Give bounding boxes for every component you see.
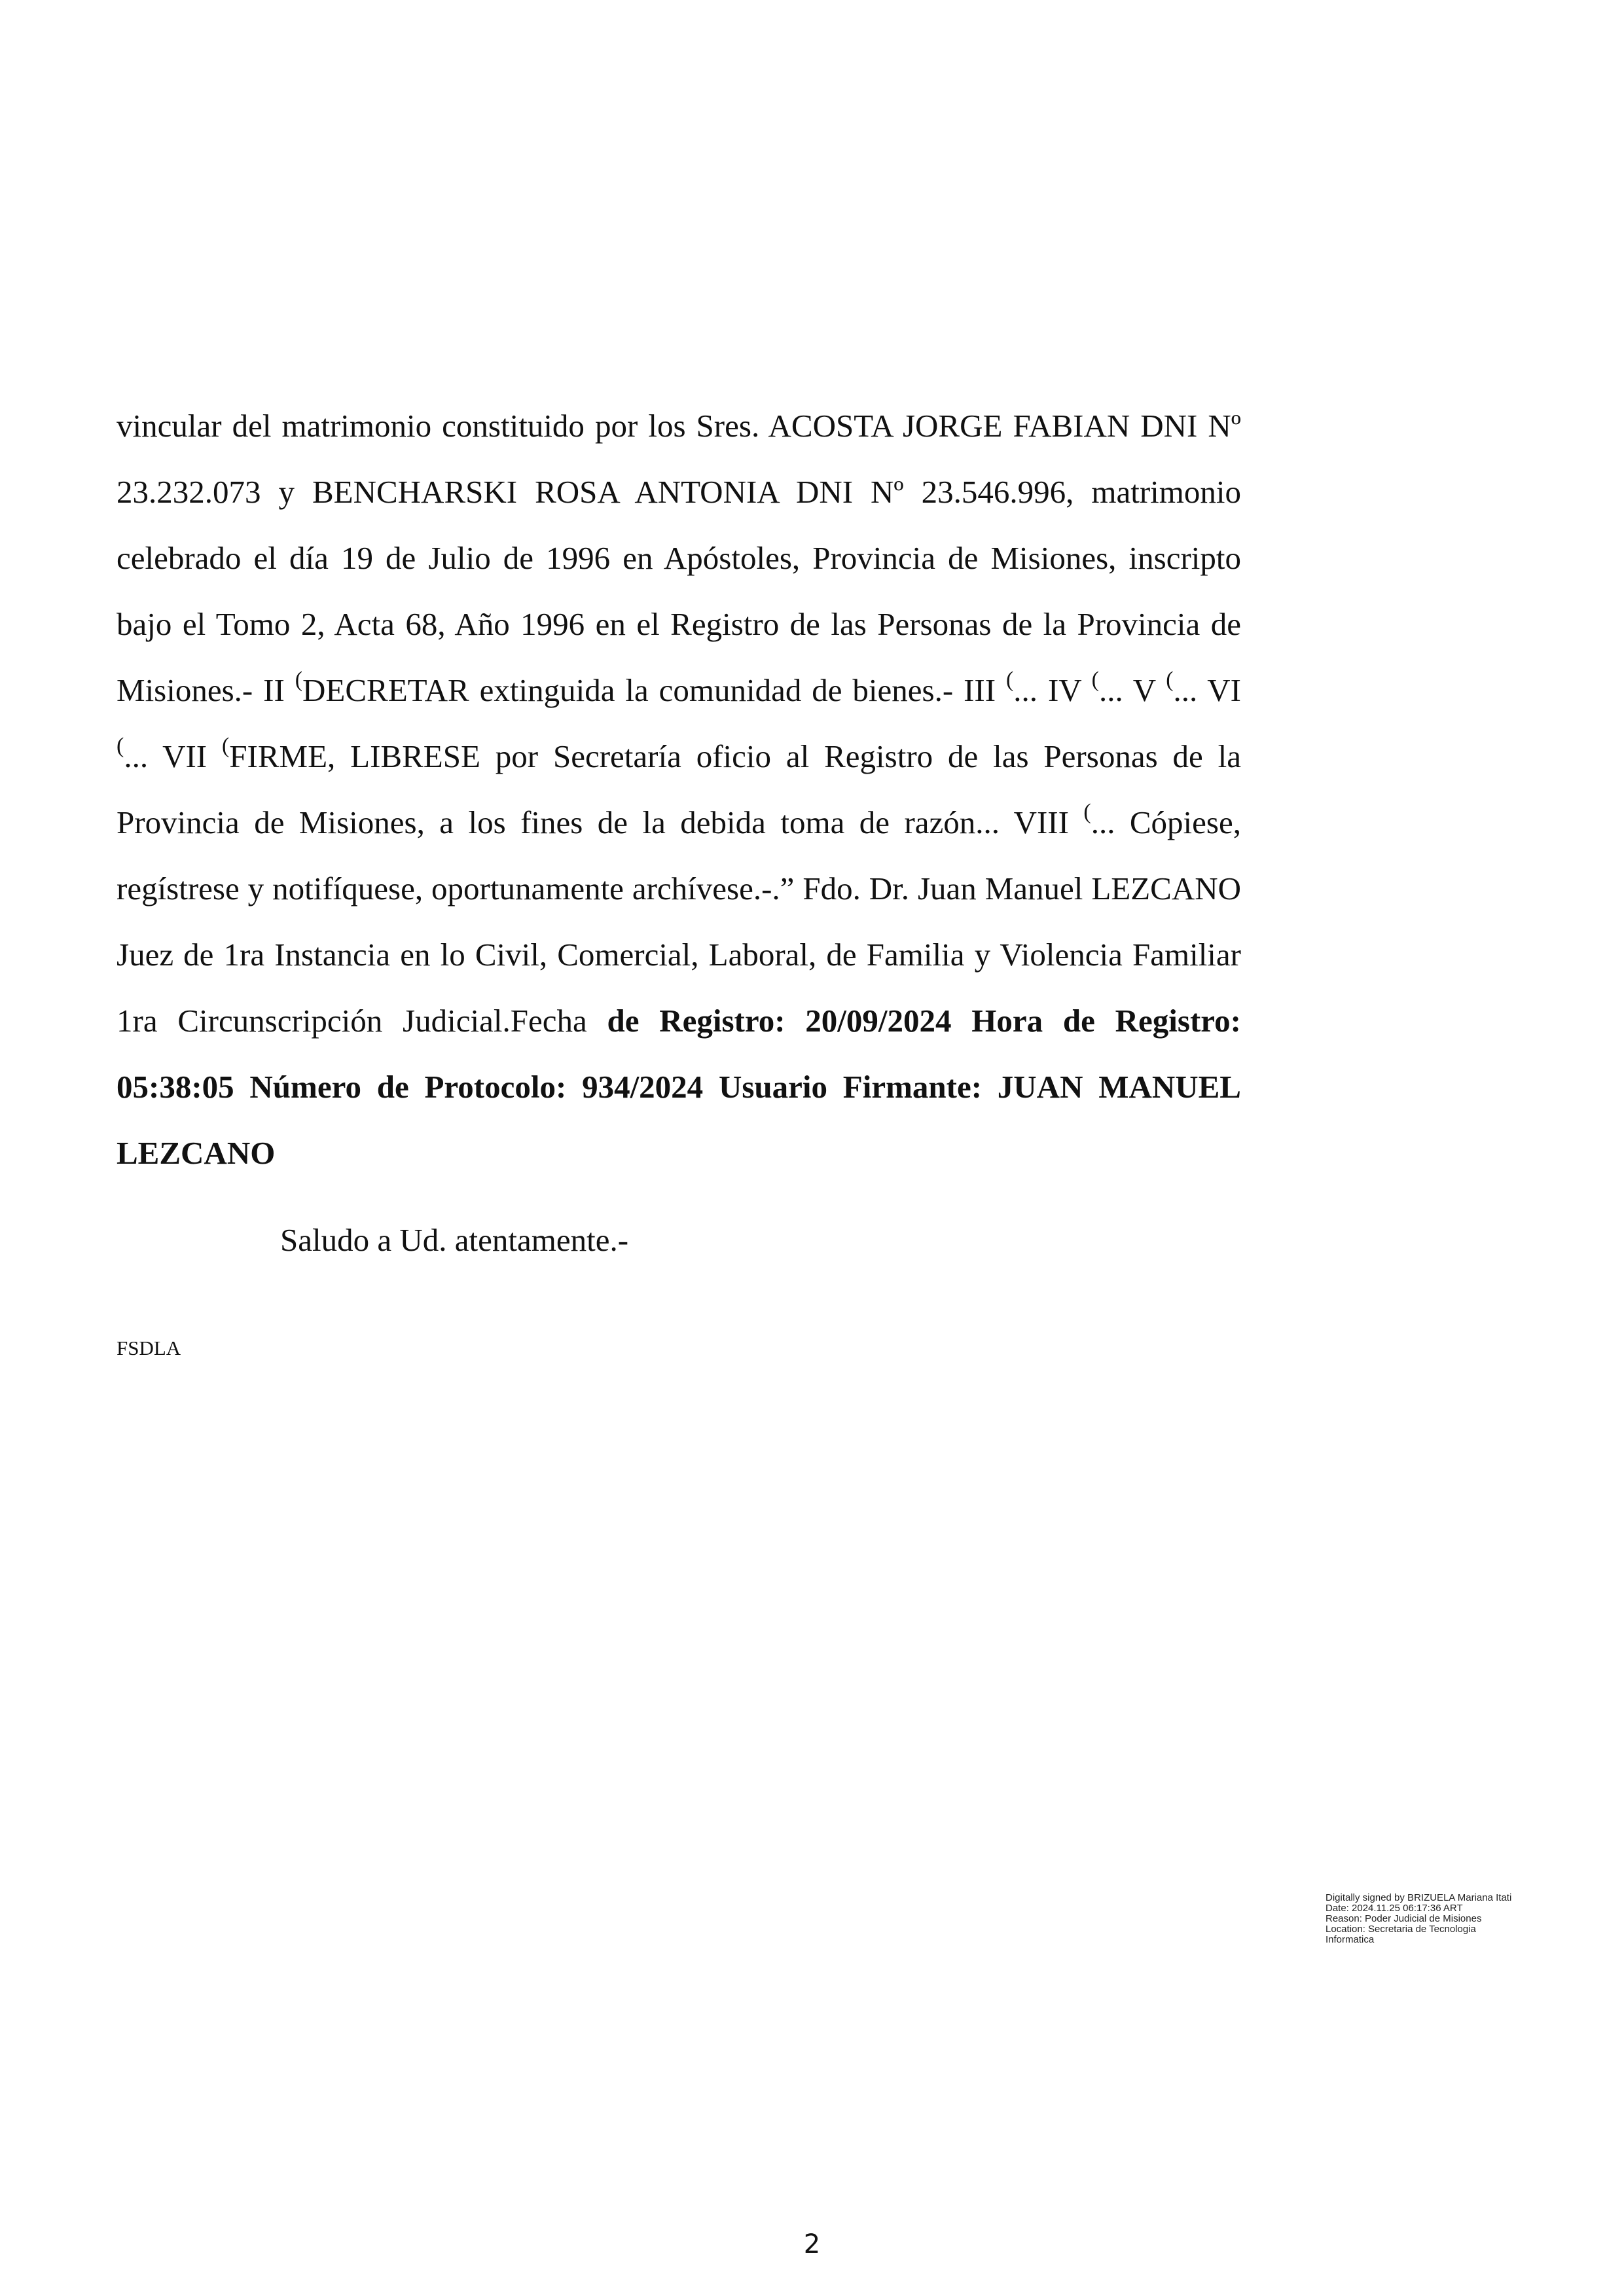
paren-mark: ( bbox=[1083, 800, 1091, 824]
paragraph-text-6: ... VII bbox=[124, 738, 222, 774]
signature-line: Informatica bbox=[1326, 1934, 1375, 1945]
paragraph-text-2: DECRETAR extinguida la comunidad de bienes.- III bbox=[302, 672, 1006, 708]
paren-mark: ( bbox=[1005, 668, 1014, 692]
paren-mark: ( bbox=[295, 668, 303, 692]
closing-salutation: Saludo a Ud. atentamente.- bbox=[280, 1222, 629, 1258]
paragraph-text-5: ... VI bbox=[1173, 672, 1241, 708]
paragraph-text-3: ... IV bbox=[1013, 672, 1092, 708]
signature-line: Digitally signed by BRIZUELA Mariana Itati bbox=[1326, 1892, 1512, 1903]
paragraph-text-7: FIRME, LIBRESE por Secretaría oficio al Registro de las Personas de la Provincia de Misiones, a los fines de la debida toma de razón... VIII bbox=[117, 738, 1241, 840]
page-number: 2 bbox=[803, 2229, 821, 2259]
resolution-paragraph bbox=[117, 393, 1241, 1186]
signature-line: Location: Secretaria de Tecnologia bbox=[1326, 1924, 1476, 1935]
paragraph-text-4: ... V bbox=[1099, 672, 1166, 708]
digital-signature-block bbox=[1326, 1893, 1574, 1945]
paren-mark: ( bbox=[1091, 668, 1099, 692]
paren-mark: ( bbox=[117, 734, 124, 758]
signature-line: Date: 2024.11.25 06:17:36 ART bbox=[1326, 1903, 1463, 1914]
paren-mark: ( bbox=[1166, 668, 1174, 692]
paragraph-text-1: vincular del matrimonio constituido por los Sres. ACOSTA JORGE FABIAN DNI Nº 23.232.073 y BENCHARSKI ROSA ANTONIA DNI Nº 23.546.996, matrimonio celebrado el día 19 de Julio de 1996 en Apóstoles, Provincia de Misiones, inscripto bajo el Tomo 2, Acta 68, Año 1996 en el Registro de las Personas de la Provincia de Misiones.- II bbox=[117, 408, 1241, 708]
registration-details: de Registro: 20/09/2024 Hora de Registro: 05:38:05 Número de Protocolo: 934/2024 Usuario Firmante: JUAN MANUEL LEZCANO bbox=[117, 1003, 1241, 1171]
paragraph-text-8: ... Cópiese, regístrese y notifíquese, oportunamente archívese.-.” Fdo. Dr. Juan Manuel LEZCANO Juez de 1ra Instancia en lo Civil, Comercial, Laboral, de Familia y Violencia Familiar 1ra Circunscripción Judicial.Fecha bbox=[117, 804, 1241, 1039]
paren-mark: ( bbox=[221, 734, 230, 758]
author-initials: FSDLA bbox=[117, 1336, 181, 1359]
signature-line: Reason: Poder Judicial de Misiones bbox=[1326, 1913, 1482, 1924]
